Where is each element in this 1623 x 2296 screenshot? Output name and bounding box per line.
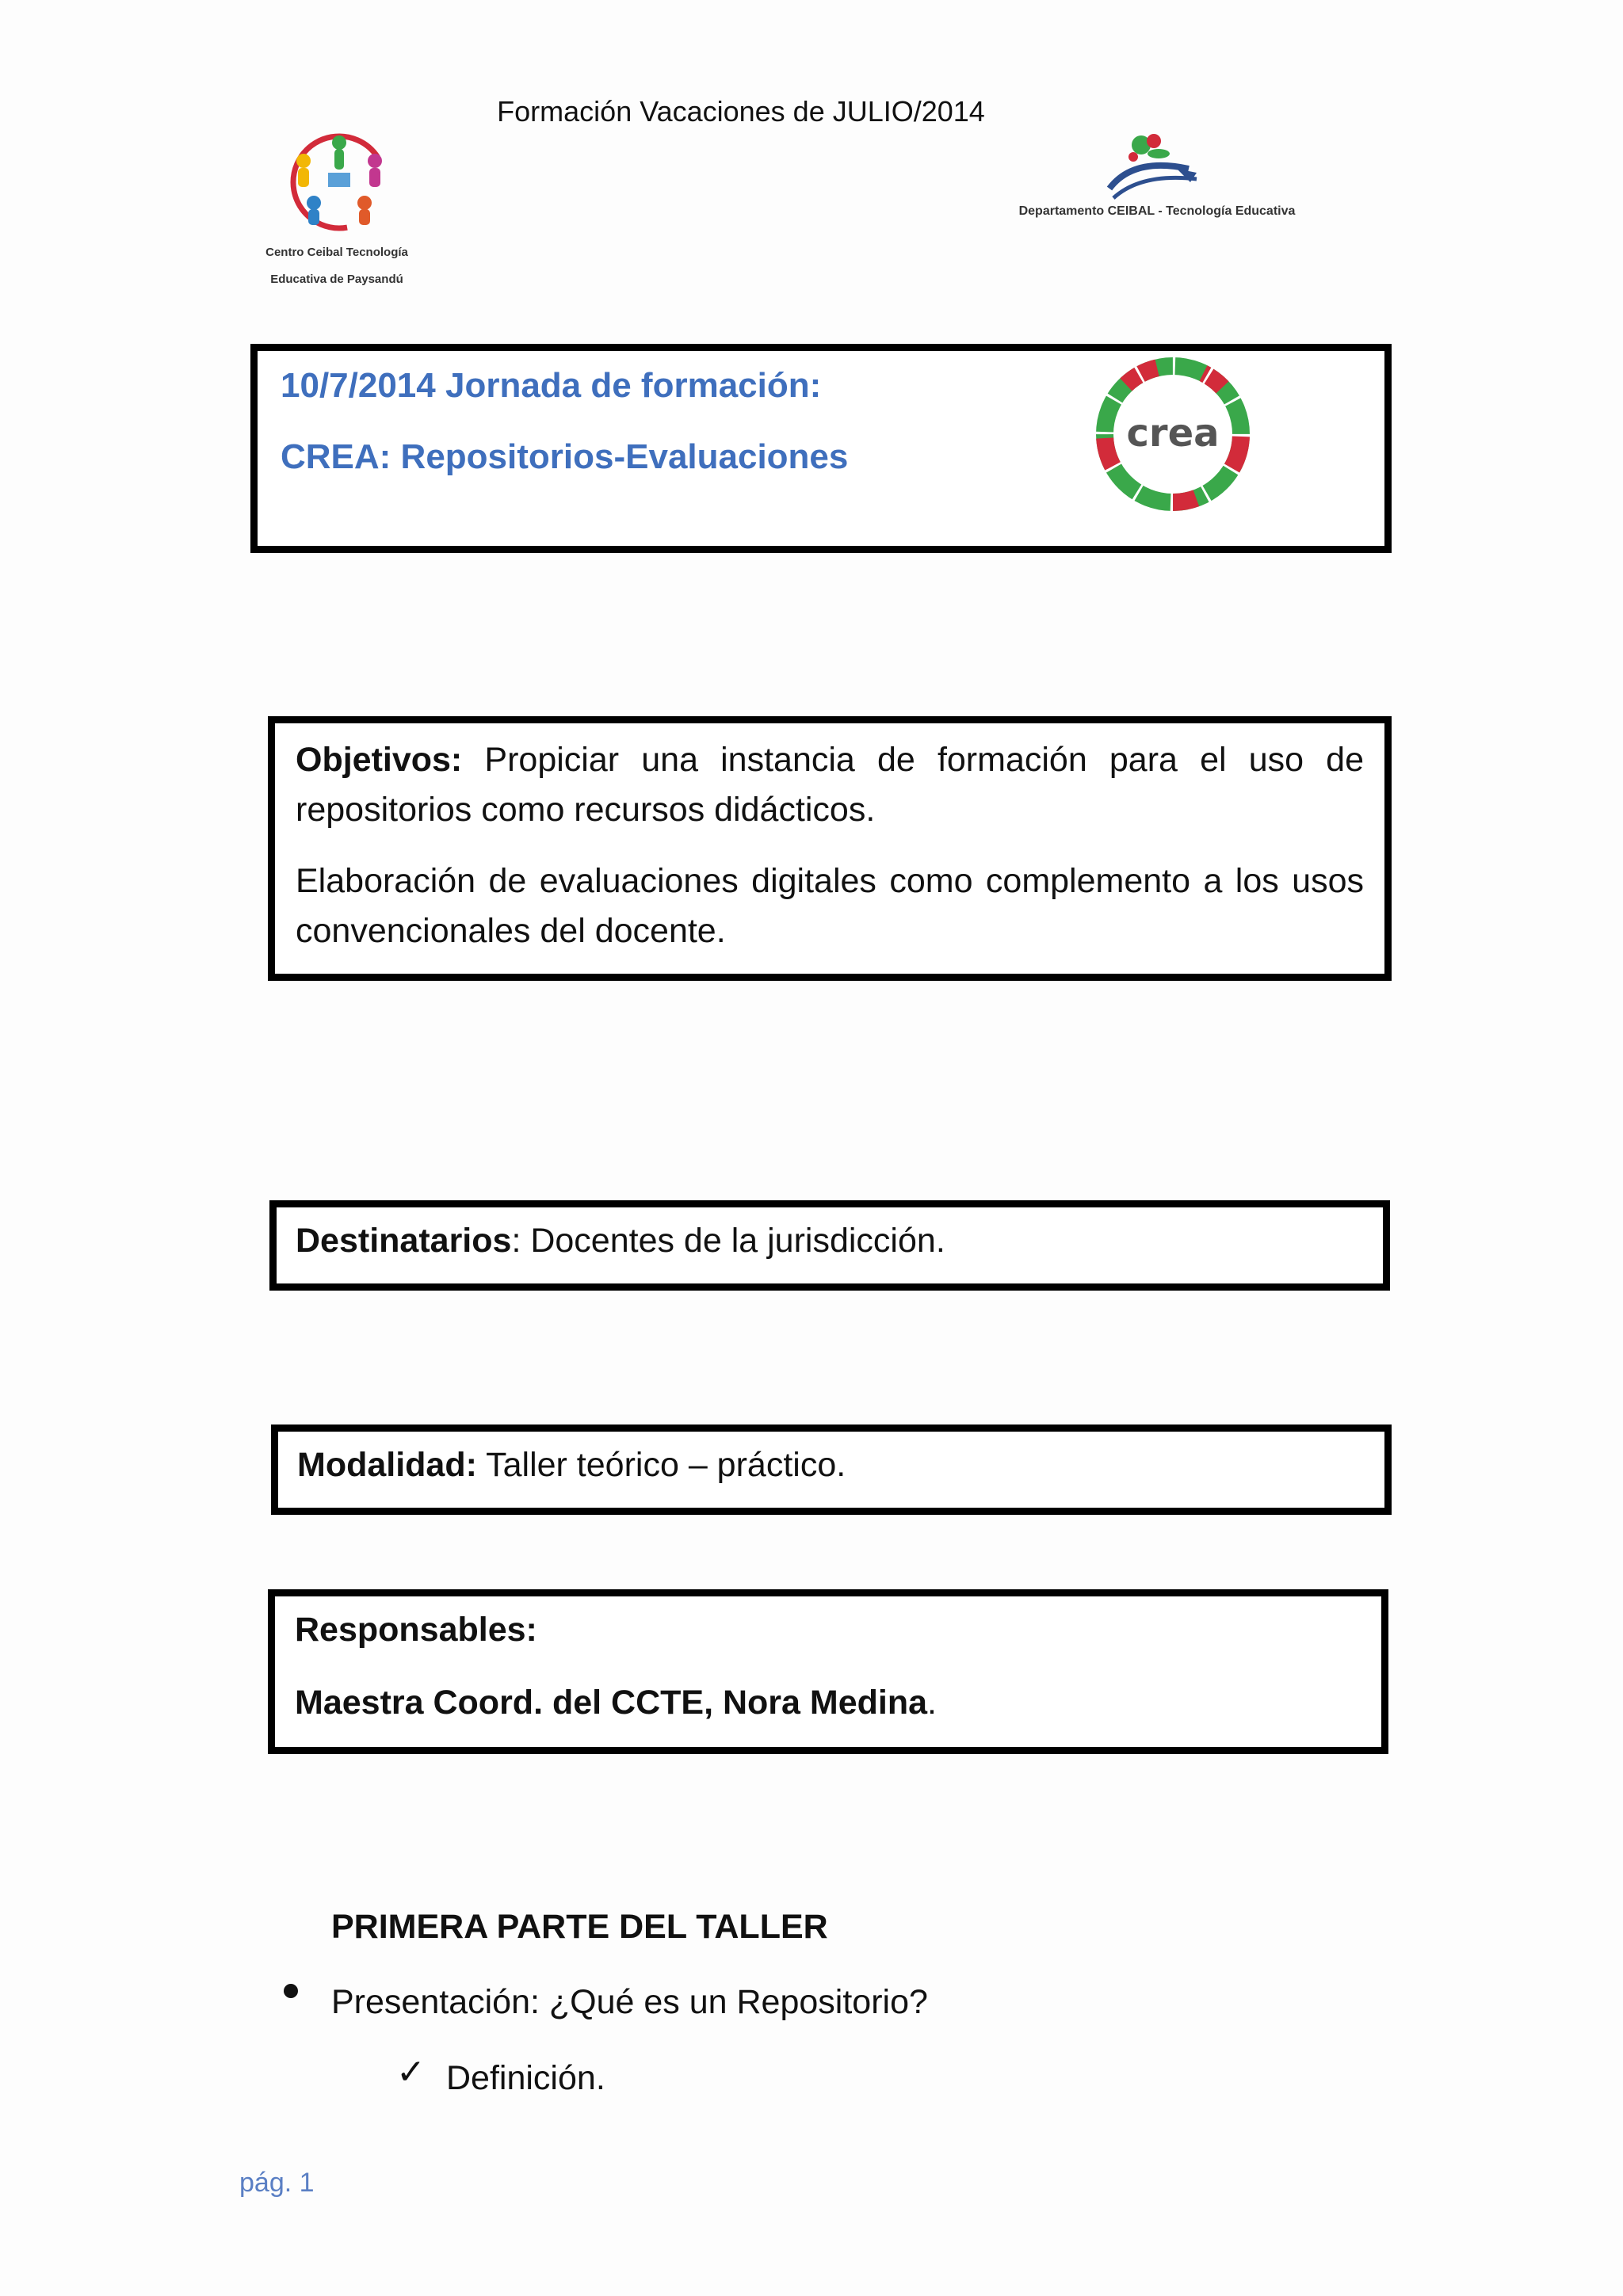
- sub-list-item: Definición.: [446, 2059, 605, 2097]
- page-number: pág. 1: [239, 2168, 315, 2198]
- responsables-name: Maestra Coord. del CCTE, Nora Medina: [295, 1684, 928, 1722]
- bullet-dot-icon: [284, 1984, 298, 1998]
- destinatarios-text: : Docentes de la jurisdicción.: [511, 1222, 945, 1260]
- destinatarios-line: [296, 1216, 945, 1266]
- objetivos-label: Objetivos:: [296, 741, 463, 779]
- objetivos-content: [296, 735, 1364, 978]
- right-logo-caption: Departamento CEIBAL - Tecnología Educativa: [1018, 204, 1296, 218]
- objetivos-paragraph-1: [296, 735, 1364, 835]
- responsables-suffix: .: [927, 1684, 937, 1722]
- objetivos-paragraph-2: Elaboración de evaluaciones digitales como complemento a los usos convencionales del docente.: [296, 862, 1364, 950]
- left-logo-caption: Centro Ceibal Tecnología Educativa de Paysandú: [265, 246, 408, 286]
- crea-logo-text: crea: [1126, 411, 1220, 456]
- page-header-title: Formación Vacaciones de JULIO/2014: [497, 95, 985, 128]
- list-item: Presentación: ¿Qué es un Repositorio?: [331, 1983, 928, 2021]
- section-heading: PRIMERA PARTE DEL TALLER: [331, 1908, 828, 1946]
- destinatarios-label: Destinatarios: [296, 1222, 512, 1260]
- checkmark-icon: ✓: [396, 2053, 426, 2092]
- objetivos-text-1: Propiciar una instancia de formación para el uso de repositorios como recursos didácticos.: [296, 741, 1365, 829]
- session-date-title: 10/7/2014 Jornada de formación:: [281, 366, 822, 405]
- responsables-line: [295, 1678, 937, 1728]
- responsables-label: Responsables:: [295, 1611, 537, 1649]
- crea-logo: [1094, 355, 1252, 513]
- modalidad-label: Modalidad:: [297, 1446, 477, 1484]
- session-topic-title: CREA: Repositorios-Evaluaciones: [281, 437, 849, 476]
- modalidad-text: Taller teórico – práctico.: [476, 1446, 846, 1484]
- modalidad-line: [297, 1440, 846, 1490]
